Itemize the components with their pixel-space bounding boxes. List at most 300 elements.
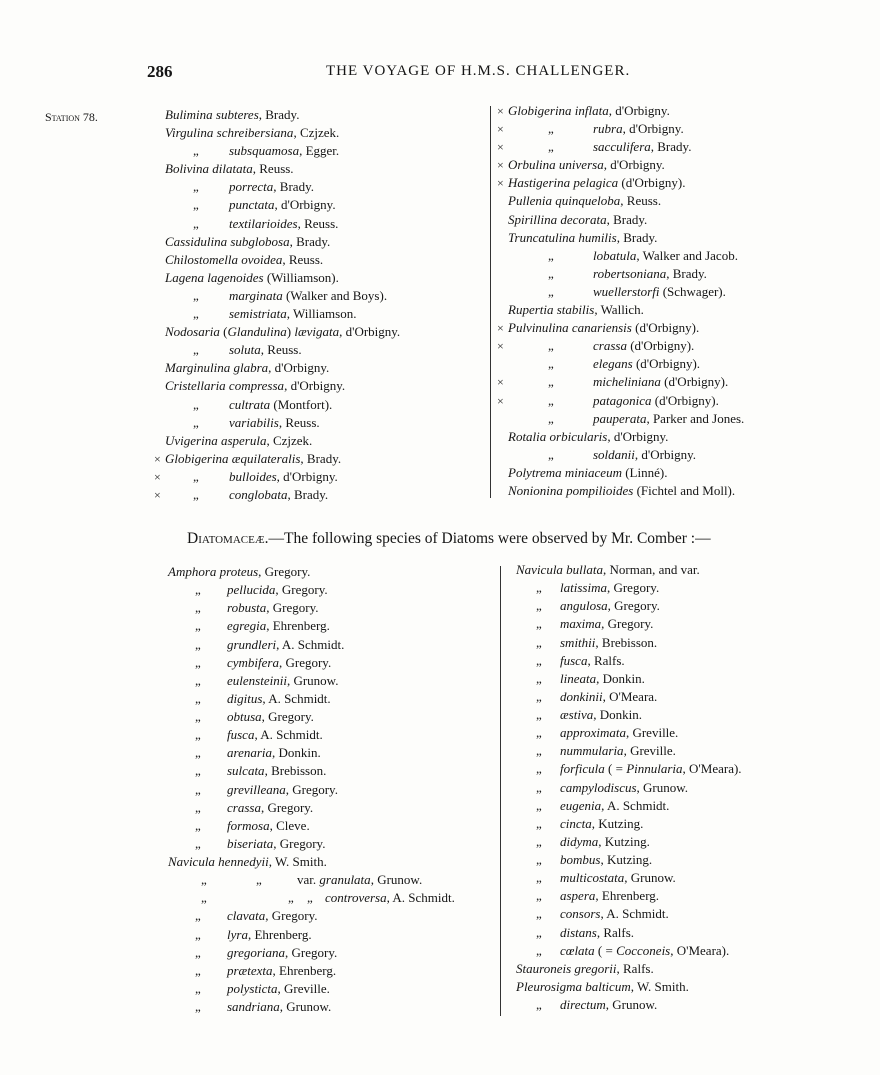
ditto-mark: „ (193, 468, 199, 484)
authority-secondary: ) (286, 324, 295, 340)
species-name: textilarioides (229, 215, 298, 231)
ditto-mark: „ (201, 872, 207, 888)
authority: , Greville. (625, 725, 679, 741)
entry-text (508, 192, 661, 210)
authority: , d'Orbigny. (603, 157, 665, 173)
ditto-mark: „ (195, 962, 201, 978)
entry-text (165, 323, 400, 341)
species-name: crassa (593, 338, 627, 354)
entry-text (560, 815, 643, 833)
ditto-mark: „ (195, 999, 201, 1014)
authority: , Grunow. (605, 997, 658, 1012)
variety-prefix: var. (297, 872, 320, 888)
entry-text (229, 414, 320, 432)
species-name: Chilostomella ovoidea (165, 251, 283, 267)
authority: , Brebisson. (595, 634, 658, 650)
cross-mark: × (497, 339, 504, 354)
entry-text (593, 247, 738, 265)
entry-text (227, 636, 344, 654)
authority: , A. Schmidt. (276, 636, 345, 652)
ditto-mark: „ (195, 745, 201, 761)
entry-text (165, 432, 312, 450)
entry-text (508, 464, 667, 482)
species-name: granulata (319, 872, 371, 888)
species-name: pellucida (227, 582, 276, 598)
entry-text (227, 781, 338, 799)
authority: , Greville. (623, 743, 676, 759)
species-name: marginata (229, 287, 283, 303)
ditto-mark: „ (195, 636, 201, 652)
entry-text (227, 835, 325, 853)
species-name: wuellerstorfi (593, 283, 660, 299)
species-name: punctata (229, 197, 275, 213)
entry-text (516, 960, 654, 978)
entry-text (560, 779, 688, 797)
authority: , d'Orbigny. (622, 121, 684, 137)
entry-text (227, 817, 310, 835)
species-name: prætexta (227, 962, 273, 978)
species-name: porrecta (229, 179, 274, 195)
authority: , Brady. (616, 229, 658, 245)
species-name: elegans (593, 356, 633, 372)
species-name: didyma (560, 833, 599, 849)
species-name: Polytrema miniaceum (508, 464, 622, 480)
authority: , Brady. (650, 139, 692, 155)
species-name: micheliniana (593, 374, 661, 390)
entry-text (227, 708, 314, 726)
ditto-mark: „ (193, 396, 199, 412)
ditto-mark: „ (536, 888, 542, 904)
authority: , Cleve. (269, 817, 310, 833)
entry-text (165, 106, 299, 124)
species-name: lineata (560, 670, 597, 686)
cross-mark: × (154, 469, 161, 484)
ditto-mark: „ (536, 688, 542, 704)
ditto-mark: „ (536, 997, 542, 1012)
species-name: Pullenia quinqueloba (508, 193, 621, 209)
ditto-mark: „ (307, 890, 313, 906)
ditto-mark: „ (193, 486, 199, 502)
ditto-mark: „ (195, 600, 201, 616)
entry-text (165, 359, 329, 377)
authority: , Walker and Jacob. (636, 247, 738, 263)
authority: , Gregory. (265, 908, 318, 924)
entry-text (229, 196, 336, 214)
entry-text (227, 944, 337, 962)
species-name: Bolivina dilatata (165, 161, 253, 177)
authority: , Brady. (606, 211, 648, 227)
entry-text (560, 996, 657, 1014)
entry-text (165, 269, 339, 287)
authority: , W. Smith. (268, 854, 327, 869)
diatomaceae-heading (187, 530, 711, 548)
entry-text (165, 233, 330, 251)
species-name: Nonionina pompilioides (508, 482, 634, 498)
ditto-mark: „ (288, 890, 294, 906)
entry-text (227, 672, 338, 690)
cross-mark: × (154, 487, 161, 502)
authority: , A. Schmidt. (600, 906, 669, 922)
entry-text (165, 160, 294, 178)
diatomaceae-text: —The following species of Diatoms were observed by Mr. Comber :— (268, 530, 711, 547)
authority: , Williamson. (286, 306, 357, 322)
authority: , A. Schmidt. (386, 890, 455, 906)
species-name: rubra (593, 121, 623, 137)
ditto-mark: „ (536, 942, 542, 958)
ditto-mark: „ (195, 727, 201, 743)
entry-text (593, 337, 694, 355)
authority: , Gregory. (606, 580, 660, 596)
authority: , Czjzek. (266, 432, 313, 448)
ditto-mark: „ (548, 356, 554, 372)
authority: , Gregory. (266, 600, 319, 616)
species-name: Cassidulina subglobosa (165, 233, 290, 249)
species-name: Stauroneis gregorii (516, 960, 617, 976)
entry-text (560, 887, 659, 905)
authority: , Brady. (287, 486, 329, 502)
authority: , Ehrenberg. (272, 962, 337, 978)
ditto-mark: „ (193, 306, 199, 322)
cross-mark: × (497, 375, 504, 390)
authority: , Czjzek. (293, 125, 340, 141)
authority: , Gregory. (258, 564, 311, 579)
species-name: polysticta (227, 980, 278, 996)
column-divider-lower (500, 566, 501, 1016)
authority: , Gregory. (285, 944, 338, 960)
ditto-mark: „ (256, 872, 262, 888)
ditto-mark: „ (536, 743, 542, 759)
ditto-mark: „ (193, 143, 199, 159)
authority: , Ehrenberg. (595, 888, 660, 904)
entry-text (227, 962, 336, 980)
ditto-mark: „ (195, 908, 201, 924)
species-name: egregia (227, 618, 267, 634)
entry-text (508, 211, 647, 229)
authority: (d'Orbigny). (651, 392, 719, 408)
ditto-mark: „ (548, 139, 554, 155)
species-name: cincta (560, 815, 592, 831)
authority: , Grunow. (370, 872, 423, 888)
entry-text (227, 998, 331, 1016)
entry-text (227, 690, 331, 708)
authority: , Reuss. (620, 193, 662, 209)
ditto-mark: „ (536, 652, 542, 668)
entry-text (227, 799, 313, 817)
species-name: Nodosaria (165, 324, 220, 340)
entry-text (560, 579, 659, 597)
species-name: Amphora proteus (168, 564, 259, 579)
species-name: Globigerina inflata (508, 103, 609, 118)
cross-mark: × (497, 158, 504, 173)
entry-text (593, 446, 696, 464)
authority: , Gregory. (278, 654, 332, 670)
species-name: grundleri (227, 636, 277, 652)
authority: , Donkin. (593, 707, 642, 722)
species-name: Truncatulina humilis (508, 229, 617, 245)
ditto-mark: „ (193, 179, 199, 195)
entry-text (560, 615, 653, 633)
species-name-secondary: Glandulina (227, 324, 287, 340)
entry-text (165, 377, 345, 395)
ditto-mark: „ (536, 906, 542, 922)
entry-text (508, 482, 735, 500)
authority: , Ralfs. (596, 924, 635, 940)
authority: , Reuss. (260, 342, 302, 358)
species-name: fusca (560, 652, 588, 668)
entry-text (560, 760, 742, 778)
species-name: consors (560, 906, 601, 922)
ditto-mark: „ (193, 215, 199, 231)
authority: , A. Schmidt. (601, 797, 670, 813)
authority: , Ehrenberg. (266, 618, 330, 634)
species-name: Orbulina universa (508, 157, 604, 173)
species-name: Spirillina decorata (508, 211, 607, 227)
entry-text (165, 450, 341, 468)
entry-text (508, 301, 644, 319)
species-name: lyra (227, 926, 248, 942)
species-name: Pleurosigma balticum (516, 978, 631, 994)
authority: (d'Orbigny). (660, 374, 729, 390)
ditto-mark: „ (193, 287, 199, 303)
ditto-mark: „ (536, 634, 542, 650)
entry-text (227, 599, 318, 617)
authority: , Brebisson. (264, 763, 327, 779)
entry-text (560, 797, 669, 815)
species-name: donkinii (560, 688, 603, 704)
entry-text (560, 869, 676, 887)
ditto-mark: „ (195, 926, 201, 942)
authority: , Grunow. (279, 999, 332, 1014)
authority: , Parker and Jones. (646, 410, 745, 426)
species-name: latissima (560, 580, 607, 596)
entry-text (229, 468, 338, 486)
entry-text (593, 120, 684, 138)
authority-secondary: , O'Meara). (670, 942, 730, 958)
column-divider-upper (490, 106, 491, 498)
station-label: Station 78. (45, 110, 98, 124)
ditto-mark: „ (195, 817, 201, 833)
authority: , d'Orbigny. (284, 378, 346, 394)
authority: (Schwager). (659, 283, 726, 299)
ditto-mark: „ (536, 761, 542, 777)
diatomaceae-label: Diatomaceæ. (187, 530, 269, 547)
ditto-mark: „ (536, 725, 542, 741)
entry-text (229, 142, 339, 160)
species-name: cœlata (560, 942, 595, 958)
species-name: semistriata (229, 306, 287, 322)
authority: , Gregory. (273, 835, 326, 851)
ditto-mark: „ (548, 374, 554, 390)
species-name: cultrata (229, 396, 271, 412)
ditto-mark: „ (548, 410, 554, 426)
ditto-mark: „ (193, 197, 199, 213)
authority: , Brady. (273, 179, 314, 195)
authority: , Grunow. (624, 870, 676, 886)
species-name: Pulvinulina canariensis (508, 320, 632, 336)
authority: (d'Orbigny). (618, 175, 686, 191)
species-name: angulosa (560, 598, 608, 614)
species-name: distans (560, 924, 597, 940)
authority: , d'Orbigny. (634, 446, 696, 462)
authority: (d'Orbigny). (631, 320, 700, 336)
species-name: bombus (560, 852, 601, 867)
entry-text (560, 670, 645, 688)
authority: , Gregory. (601, 616, 654, 632)
entry-text (508, 428, 668, 446)
authority: (Montfort). (270, 396, 333, 412)
species-name: sulcata (227, 763, 265, 779)
entry-text (227, 926, 312, 944)
entry-text (560, 652, 625, 670)
entry-text (229, 396, 332, 414)
authority: , Brady. (289, 233, 331, 249)
species-name: variabilis (229, 414, 279, 430)
entry-text (229, 287, 387, 305)
authority: , Gregory. (285, 781, 338, 797)
authority: , Reuss. (252, 161, 294, 177)
entry-text (227, 980, 330, 998)
species-name: multicostata (560, 870, 625, 886)
ditto-mark: „ (195, 690, 201, 706)
entry-text (325, 889, 455, 907)
ditto-mark: „ (195, 709, 201, 724)
species-name: obtusa (227, 709, 262, 724)
species-name: forficula (560, 761, 605, 777)
ditto-mark: „ (536, 779, 542, 795)
species-name-secondary: Pinnularia (626, 761, 683, 777)
authority: ( (219, 324, 228, 340)
authority: , W. Smith. (630, 978, 689, 994)
ditto-mark: „ (201, 890, 207, 906)
authority: , Greville. (277, 980, 330, 996)
authority-secondary: , O'Meara). (682, 761, 742, 777)
entry-text (560, 742, 676, 760)
authority: (Fichtel and Moll). (633, 482, 736, 498)
authority: , Gregory. (607, 598, 660, 614)
page-number: 286 (147, 62, 173, 81)
species-name: eulensteinii (227, 672, 287, 688)
species-name: directum (560, 997, 606, 1012)
species-name: conglobata (229, 486, 288, 502)
entry-text (560, 688, 657, 706)
authority: , d'Orbigny. (268, 360, 330, 376)
authority: , Reuss. (297, 215, 339, 231)
cross-mark: × (497, 393, 504, 408)
species-name: fusca (227, 727, 255, 743)
authority: , Donkin. (272, 745, 321, 761)
entry-text (593, 138, 691, 156)
ditto-mark: „ (193, 342, 199, 358)
authority: , Gregory. (261, 709, 314, 724)
species-name: æstiva (560, 707, 594, 722)
species-name: Rotalia orbicularis (508, 428, 608, 444)
authority: , Ehrenberg. (247, 926, 312, 942)
species-name: Bulimina subteres (165, 107, 259, 122)
ditto-mark: „ (548, 121, 554, 137)
entry-text (560, 706, 642, 724)
species-name-secondary: Cocconeis (616, 942, 671, 958)
entry-text (229, 341, 302, 359)
entry-text (593, 392, 719, 410)
ditto-mark: „ (195, 835, 201, 851)
species-name: lobatula (593, 247, 637, 263)
entry-text (560, 597, 660, 615)
entry-text (560, 724, 678, 742)
ditto-mark: „ (548, 265, 554, 281)
species-name-tertiary: lævigata (294, 324, 340, 340)
cross-mark: × (497, 176, 504, 191)
entry-text (593, 283, 726, 301)
ditto-mark: „ (195, 781, 201, 797)
species-name: patagonica (593, 392, 652, 408)
species-name: soldanii (593, 446, 635, 462)
species-name: Virgulina schreibersiana (165, 125, 294, 141)
ditto-mark: „ (195, 944, 201, 960)
species-name: crassa (227, 799, 261, 815)
ditto-mark: „ (195, 763, 201, 779)
entry-text (560, 942, 729, 960)
authority: , Donkin. (596, 670, 645, 686)
ditto-mark: „ (195, 582, 201, 598)
species-name: formosa (227, 817, 270, 833)
entry-text (593, 373, 728, 391)
species-name: subsquamosa (229, 143, 300, 159)
authority: , d'Orbigny. (274, 197, 336, 213)
entry-text (229, 178, 314, 196)
species-name: Lagena lagenoides (165, 269, 264, 285)
authority: (Linné). (621, 464, 668, 480)
authority: , Kutzing. (591, 815, 644, 831)
species-name: smithii (560, 634, 596, 650)
species-name: sacculifera (593, 139, 651, 155)
entry-text (227, 744, 321, 762)
ditto-mark: „ (195, 799, 201, 815)
species-name: clavata (227, 908, 266, 924)
cross-mark: × (497, 104, 504, 118)
species-name: Rupertia stabilis (508, 302, 595, 318)
entry-text (229, 305, 356, 323)
cross-mark: × (497, 140, 504, 155)
species-name: cymbifera (227, 654, 279, 670)
authority: , d'Orbigny. (276, 468, 338, 484)
entry-text (593, 355, 700, 373)
authority-tertiary: , d'Orbigny. (339, 324, 401, 340)
species-name: Uvigerina asperula (165, 432, 267, 448)
ditto-mark: „ (536, 707, 542, 722)
species-name: grevilleana (227, 781, 286, 797)
ditto-mark: „ (536, 670, 542, 686)
species-name: pauperata (593, 410, 647, 426)
authority: , Ralfs. (587, 652, 625, 668)
running-title: THE VOYAGE OF H.M.S. CHALLENGER. (326, 63, 631, 79)
entry-text (560, 851, 652, 869)
entry-text (229, 486, 328, 504)
species-name: Hastigerina pelagica (508, 175, 619, 191)
authority: (d'Orbigny). (626, 338, 695, 354)
ditto-mark: „ (536, 815, 542, 831)
species-name: eugenia (560, 797, 602, 813)
entry-text (560, 634, 657, 652)
entry-text (227, 654, 331, 672)
authority: (Walker and Boys). (282, 287, 388, 303)
entry-text (227, 762, 326, 780)
ditto-mark: „ (536, 924, 542, 940)
species-name: sandriana (227, 999, 280, 1014)
entry-text (227, 617, 330, 635)
authority: , Reuss. (278, 414, 320, 430)
authority: , A. Schmidt. (262, 690, 331, 706)
entry-text (560, 905, 669, 923)
